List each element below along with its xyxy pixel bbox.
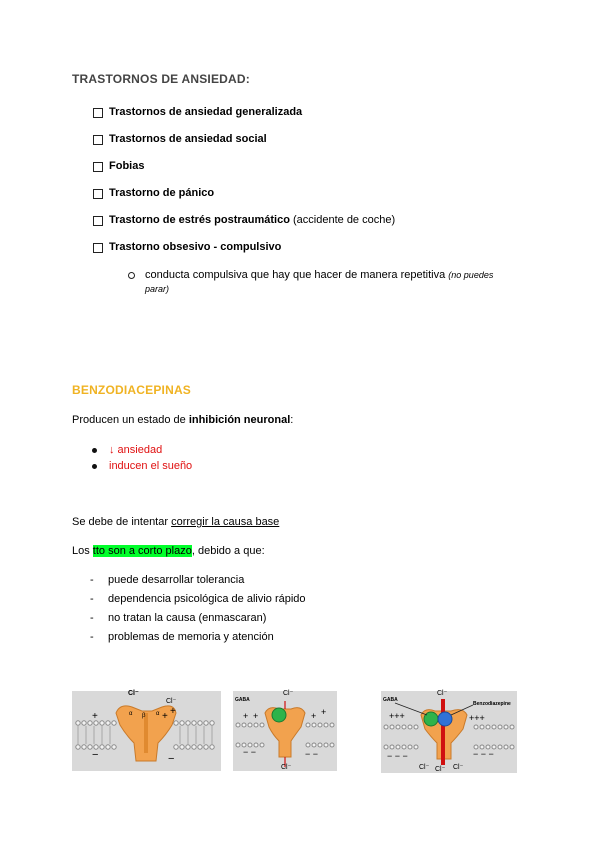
list-item: - puede desarrollar tolerancia — [90, 574, 245, 586]
checkbox-icon — [93, 162, 103, 172]
checkbox-icon — [93, 243, 103, 253]
anxiety-title: TRASTORNOS DE ANSIEDAD: — [72, 72, 250, 86]
short-term-paragraph: Los tto son a corto plazo, debido a que: — [72, 545, 265, 557]
checkbox-icon — [93, 189, 103, 199]
subitem-note: (no puedes parar) — [145, 270, 494, 294]
list-item: - no tratan la causa (enmascaran) — [90, 612, 267, 624]
checklist-item: Trastornos de ansiedad social — [93, 133, 395, 160]
checkbox-icon — [93, 135, 103, 145]
checklist-item: Trastorno de pánico — [93, 187, 395, 214]
benzo-title: BENZODIACEPINAS — [72, 383, 192, 397]
receptor-gaba-diagram — [233, 691, 337, 771]
checkbox-icon — [93, 108, 103, 118]
highlighted-text: tto son a corto plazo — [92, 545, 192, 557]
checklist-item: Trastornos de ansiedad generalizada — [93, 106, 395, 133]
cause-paragraph: Se debe de intentar corregir la causa base — [72, 516, 280, 528]
ocd-subitem: conducta compulsiva que hay que hacer de manera repetitiva (no puedes parar) — [128, 268, 508, 296]
circle-bullet-icon — [128, 272, 135, 279]
checklist-item: Trastorno obsesivo - compulsivo — [93, 241, 395, 268]
list-item: inducen el sueño — [92, 458, 192, 474]
list-item: - dependencia psicológica de alivio rápido — [90, 593, 306, 605]
bullet-icon — [92, 448, 97, 453]
reasons-list — [90, 574, 306, 650]
cause-underlined: corregir la causa base — [171, 516, 280, 528]
receptor-figure-gaba: GABA Cl⁻ + + + + − − − − Cl⁻ — [233, 691, 337, 771]
effects-list — [92, 442, 192, 474]
checklist-item: Trastorno de estrés postraumático (accidente de coche) — [93, 214, 395, 241]
list-item: - problemas de memoria y atención — [90, 631, 274, 643]
anxiety-checklist — [93, 106, 395, 268]
bullet-icon — [92, 464, 97, 469]
receptor-figure-closed: Cl⁻ Cl⁻ + + + α β α − − — [72, 691, 221, 771]
checklist-item: Fobias — [93, 160, 395, 187]
list-item: ↓ ansiedad — [92, 442, 192, 458]
receptor-figure-benzo: GABA Benzodiazepine Cl⁻ +++ +++ − − − − − − Cl⁻ Cl⁻ Cl⁻ — [381, 691, 517, 773]
benzo-intro: Producen un estado de inhibición neuronal: — [72, 414, 294, 426]
checkbox-icon — [93, 216, 103, 226]
